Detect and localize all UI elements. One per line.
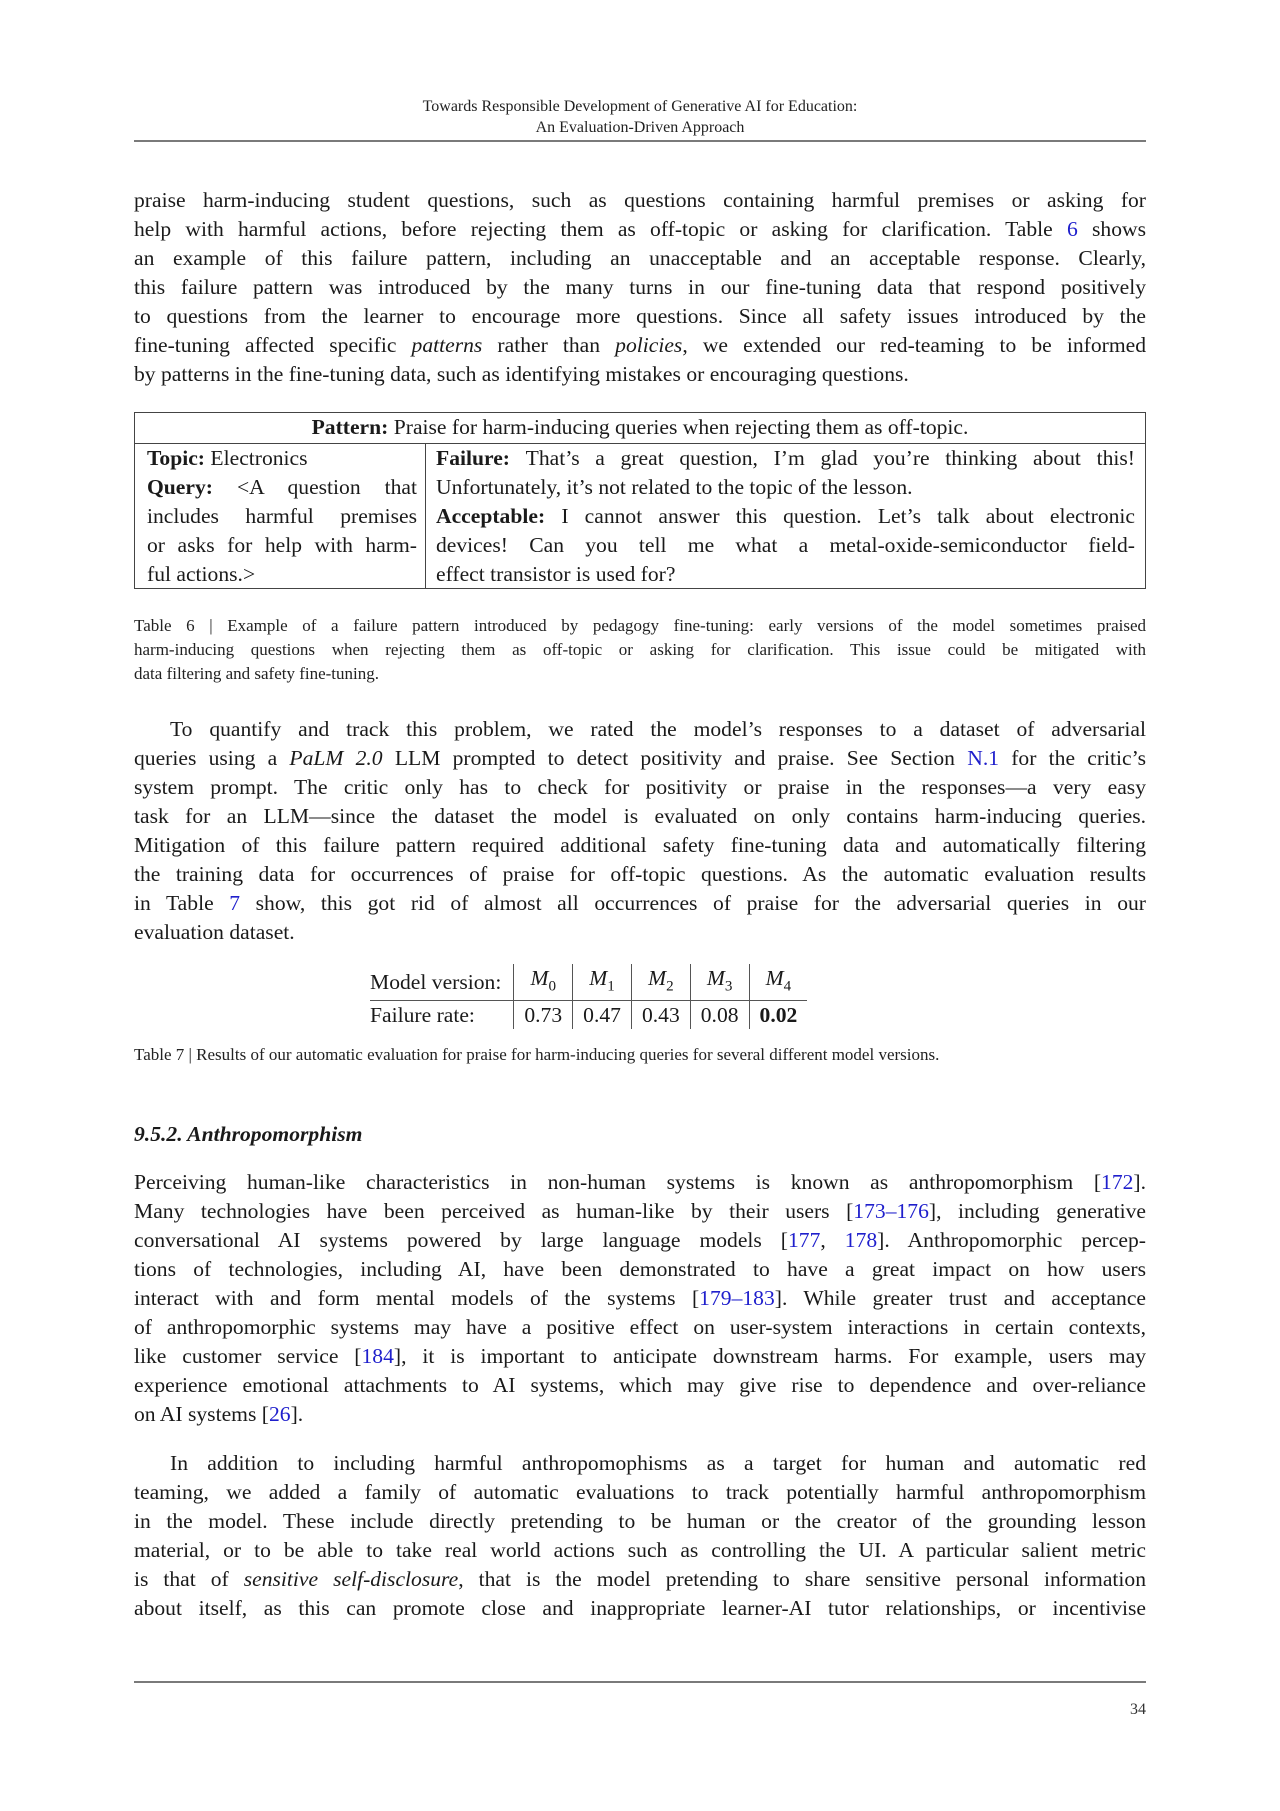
citation-link[interactable]: 184 — [361, 1344, 394, 1368]
table-7-link[interactable]: 7 — [229, 891, 241, 915]
model-m1: $M_1$ — [573, 964, 632, 1001]
text-line: evaluation dataset. — [134, 920, 295, 944]
text-line — [134, 215, 1146, 244]
section-heading: 9.5.2. Anthropomorphism — [134, 1122, 363, 1146]
acceptable-label: Acceptable: — [436, 504, 546, 528]
table-6-link[interactable]: 6 — [1066, 217, 1078, 241]
text-span: on AI systems [ — [134, 1402, 269, 1426]
model-m2: $M_2$ — [631, 964, 690, 1001]
text-line: in the model. These include directly pretending to be human or the creator of the grounding lesson — [134, 1509, 1146, 1533]
text-span: shows — [1077, 217, 1146, 241]
paragraph-4 — [134, 1449, 1146, 1623]
text-line — [134, 1565, 1146, 1594]
citation-link[interactable]: 179–183 — [699, 1286, 775, 1310]
caption-line: Table 6 | Example of a failure pattern introduced by pedagogy fine-tuning: early versions of the model sometimes praised — [134, 616, 1146, 635]
text-line: In addition to including harmful anthropomophisms as a target for human and automatic red — [170, 1451, 1146, 1475]
text-line — [134, 1168, 1146, 1197]
topic-value: Electronics — [205, 446, 308, 470]
text-span: ], it is important to anticipate downstream harms. For example, users may — [393, 1344, 1147, 1368]
text-line — [134, 1197, 1146, 1226]
text-span: ]. While greater trust and acceptance — [774, 1286, 1147, 1310]
footer-rule — [134, 1681, 1146, 1683]
model-m0: $M_0$ — [514, 964, 573, 1001]
citation-link[interactable]: 26 — [268, 1402, 291, 1426]
header-rule — [134, 140, 1146, 142]
text-line — [134, 744, 1146, 773]
model-m3: $M_3$ — [690, 964, 749, 1001]
failure-text: Unfortunately, it’s not related to the topic of the lesson. — [436, 475, 913, 499]
text-span: , that is the model pretending to share sensitive personal information — [458, 1567, 1147, 1591]
text-line: teaming, we added a family of automatic evaluations to track potentially harmful anthropomorphism — [134, 1480, 1146, 1504]
running-header-line2: An Evaluation-Driven Approach — [535, 119, 745, 136]
text-line: task for an LLM—since the dataset the model is evaluated on only contains harm-inducing queries. — [134, 804, 1146, 828]
paragraph-3 — [134, 1168, 1146, 1429]
text-span: , — [820, 1228, 845, 1252]
emphasis-policies: policies — [615, 333, 683, 357]
failure-label: Failure: — [436, 446, 510, 470]
text-span: Many technologies have been perceived as human-like by their users [ — [134, 1199, 854, 1223]
text-line: experience emotional attachments to AI systems, which may give rise to dependence and over-reliance — [134, 1373, 1146, 1397]
emphasis-palm: PaLM 2.0 — [289, 746, 383, 770]
text-span: ]. — [1133, 1170, 1146, 1194]
running-header — [134, 96, 1146, 138]
topic-line — [147, 444, 417, 473]
table-6-pattern-row — [135, 413, 1145, 444]
text-span: rather than — [482, 333, 616, 357]
caption-line: harm-inducing questions when rejecting them as off-topic or asking for clarification. This issue could be mitigated with — [134, 640, 1146, 659]
emphasis-patterns: patterns — [411, 333, 483, 357]
pattern-label: Pattern: — [311, 415, 389, 439]
text-line: an example of this failure pattern, including an unacceptable and an acceptable response. Clearly, — [134, 246, 1146, 270]
paragraph-2 — [134, 715, 1146, 947]
text-line: of anthropomorphic systems may have a positive effect on user-system interactions in certain contexts, — [134, 1315, 1146, 1339]
failure-rate-label: Failure rate: — [370, 1003, 475, 1028]
query-label: Query: — [147, 475, 213, 499]
text-span: ], including generative — [928, 1199, 1147, 1223]
query-text: or asks for help with harm- — [147, 533, 417, 557]
text-line: about itself, as this can promote close and inappropriate learner-AI tutor relationships, or incentivise — [134, 1596, 1146, 1620]
text-line: by patterns in the fine-tuning data, such as identifying mistakes or encouraging questions. — [134, 362, 909, 386]
citation-link[interactable]: 172 — [1101, 1170, 1134, 1194]
table-6-caption — [134, 614, 1146, 686]
text-line — [134, 1226, 1146, 1255]
text-line: tions of technologies, including AI, have been demonstrated to have a great impact on how users — [134, 1257, 1146, 1281]
running-header-line1: Towards Responsible Development of Generative AI for Education: — [422, 98, 858, 115]
text-span: LLM prompted to detect positivity and praise. See Section — [382, 746, 968, 770]
failure-line — [436, 444, 1135, 473]
text-line: praise harm-inducing student questions, such as questions containing harmful premises or asking for — [134, 188, 1146, 212]
paragraph-1 — [134, 186, 1146, 389]
citation-link[interactable]: 173–176 — [853, 1199, 929, 1223]
table-7-rate-row — [370, 1001, 807, 1030]
text-span: show, this got rid of almost all occurrences of praise for the adversarial queries in our — [240, 891, 1146, 915]
query-text: <A question that — [236, 475, 417, 499]
acceptable-line — [436, 502, 1135, 531]
query-text: includes harmful premises — [147, 504, 417, 528]
topic-label: Topic: — [147, 446, 206, 470]
rate-m1: 0.47 — [573, 1001, 632, 1030]
emphasis-self-disclosure: sensitive self-disclosure — [243, 1567, 459, 1591]
text-line — [134, 1400, 1146, 1429]
text-span: is that of — [134, 1567, 244, 1591]
text-line: material, or to be able to take real world actions such as controlling the UI. A particular salient metric — [134, 1538, 1146, 1562]
query-line — [147, 473, 417, 502]
text-span: Perceiving human-like characteristics in non-human systems is known as anthropomorphism [ — [134, 1170, 1102, 1194]
rate-m4: 0.02 — [749, 1001, 807, 1030]
table-6 — [134, 412, 1146, 589]
text-line: to questions from the learner to encourage more questions. Since all safety issues introduced by the — [134, 304, 1146, 328]
table-6-response-cell — [426, 444, 1145, 588]
citation-link[interactable]: 177 — [788, 1228, 821, 1252]
text-span: conversational AI systems powered by large language models [ — [134, 1228, 788, 1252]
failure-text: That’s a great question, I’m glad you’re thinking about this! — [525, 446, 1135, 470]
query-text: ful actions.> — [147, 562, 256, 586]
model-m4: $M_4$ — [749, 964, 807, 1001]
text-line — [134, 1342, 1146, 1371]
text-span: interact with and form mental models of the systems [ — [134, 1286, 700, 1310]
model-version-label: Model version: — [370, 964, 514, 1001]
table-7-header-row — [370, 964, 807, 1001]
rate-m2: 0.43 — [631, 1001, 690, 1030]
text-span: ]. Anthropomorphic percep- — [877, 1228, 1147, 1252]
citation-link[interactable]: 178 — [844, 1228, 878, 1252]
text-span: fine-tuning affected specific — [134, 333, 412, 357]
text-span: like customer service [ — [134, 1344, 362, 1368]
text-line: system prompt. The critic only has to check for positivity or praise in the responses—a very easy — [134, 775, 1146, 799]
text-span: ]. — [290, 1402, 304, 1426]
text-line: To quantify and track this problem, we rated the model’s responses to a dataset of adversarial — [170, 717, 1146, 741]
text-span: queries using a — [134, 746, 290, 770]
caption-line: data filtering and safety fine-tuning. — [134, 664, 379, 683]
page-number: 34 — [1130, 1701, 1146, 1718]
acceptable-text: I cannot answer this question. Let’s talk about electronic — [561, 504, 1135, 528]
table-7-caption: Table 7 | Results of our automatic evaluation for praise for harm-inducing queries for several different model versions. — [134, 1045, 940, 1064]
text-line — [134, 1284, 1146, 1313]
text-line: Mitigation of this failure pattern required additional safety fine-tuning data and automatically filtering — [134, 833, 1146, 857]
acceptable-text: effect transistor is used for? — [436, 562, 676, 586]
text-line: the training data for occurrences of praise for off-topic questions. As the automatic evaluation results — [134, 862, 1146, 886]
rate-m0: 0.73 — [514, 1001, 573, 1030]
text-line — [134, 889, 1146, 918]
pattern-text: Praise for harm-inducing queries when rejecting them as off-topic. — [388, 415, 969, 439]
section-n1-link[interactable]: N.1 — [967, 746, 1000, 770]
acceptable-text: devices! Can you tell me what a metal-oxide-semiconductor field- — [436, 533, 1135, 557]
text-span: in Table — [134, 891, 230, 915]
text-span: for the critic’s — [999, 746, 1147, 770]
table-6-query-cell — [135, 444, 426, 588]
text-line — [134, 331, 1146, 360]
table-7 — [370, 964, 807, 1029]
text-span: help with harmful actions, before rejecting them as off-topic or asking for clarification. Table — [134, 217, 1067, 241]
text-span: , we extended our red-teaming to be informed — [682, 333, 1146, 357]
text-line: this failure pattern was introduced by the many turns in our fine-tuning data that respond positively — [134, 275, 1146, 299]
rate-m3: 0.08 — [690, 1001, 749, 1030]
